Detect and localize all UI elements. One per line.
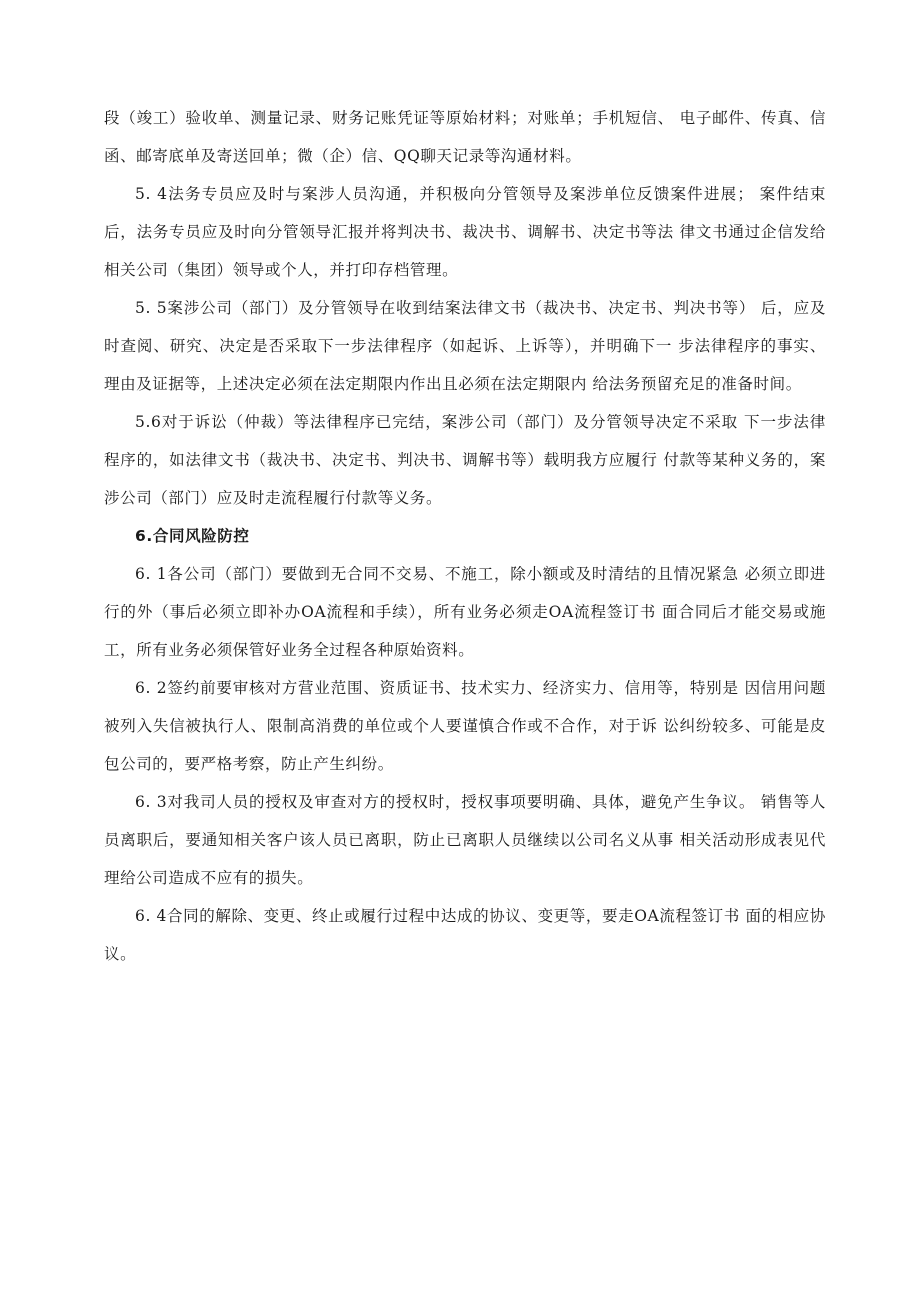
paragraph-6-3: 6. 3对我司人员的授权及审查对方的授权时，授权事项要明确、具体，避免产生争议。 销售等人员离职后，要通知相关客户该人员已离职，防止已离职人员继续以公司名义从事 相关活动形成表见代理给公司造成不应有的损失。 (104, 793, 826, 887)
paragraph-6-2: 6. 2签约前要审核对方营业范围、资质证书、技术实力、经济实力、信用等，特别是 因信用问题被列入失信被执行人、限制高消费的单位或个人要谨慎合作或不合作，对于诉 讼纠纷较多、可能是皮包公司的，要严格考察，防止产生纠纷。 (104, 679, 826, 773)
paragraph-5-6: 5.6对于诉讼（仲裁）等法律程序已完结，案涉公司（部门）及分管领导决定不采取 下一步法律程序的，如法律文书（裁决书、决定书、判决书、调解书等）载明我方应履行 付款等某种义务的，案涉公司（部门）应及时走流程履行付款等义务。 (104, 413, 826, 507)
paragraph-6-4: 6. 4合同的解除、变更、终止或履行过程中达成的协议、变更等，要走OA流程签订书 面的相应协议。 (104, 907, 826, 963)
section-heading-6: 6.合同风险防控 (135, 527, 250, 545)
paragraph-continuation: 段（竣工）验收单、测量记录、财务记账凭证等原始材料；对账单；手机短信、 电子邮件、传真、信函、邮寄底单及寄送回单；微（企）信、QQ聊天记录等沟通材料。 (104, 109, 826, 165)
paragraph-6-1: 6. 1各公司（部门）要做到无合同不交易、不施工，除小额或及时清结的且情况紧急 必须立即进行的外（事后必须立即补办OA流程和手续），所有业务必须走OA流程签订书 面合同后才能交易或施工，所有业务必须保管好业务全过程各种原始资料。 (104, 565, 826, 659)
paragraph-5-4: 5. 4法务专员应及时与案涉人员沟通，并积极向分管领导及案涉单位反馈案件进展； 案件结束后，法务专员应及时向分管领导汇报并将判决书、裁决书、调解书、决定书等法 律文书通过企信发给相关公司（集团）领导或个人，并打印存档管理。 (104, 185, 826, 279)
document-body (104, 99, 826, 973)
paragraph-5-5: 5. 5案涉公司（部门）及分管领导在收到结案法律文书（裁决书、决定书、判决书等） 后，应及时查阅、研究、决定是否采取下一步法律程序（如起诉、上诉等），并明确下一 步法律程序的事实、理由及证据等，上述决定必须在法定期限内作出且必须在法定期限内 给法务预留充足的准备时间。 (104, 299, 826, 393)
